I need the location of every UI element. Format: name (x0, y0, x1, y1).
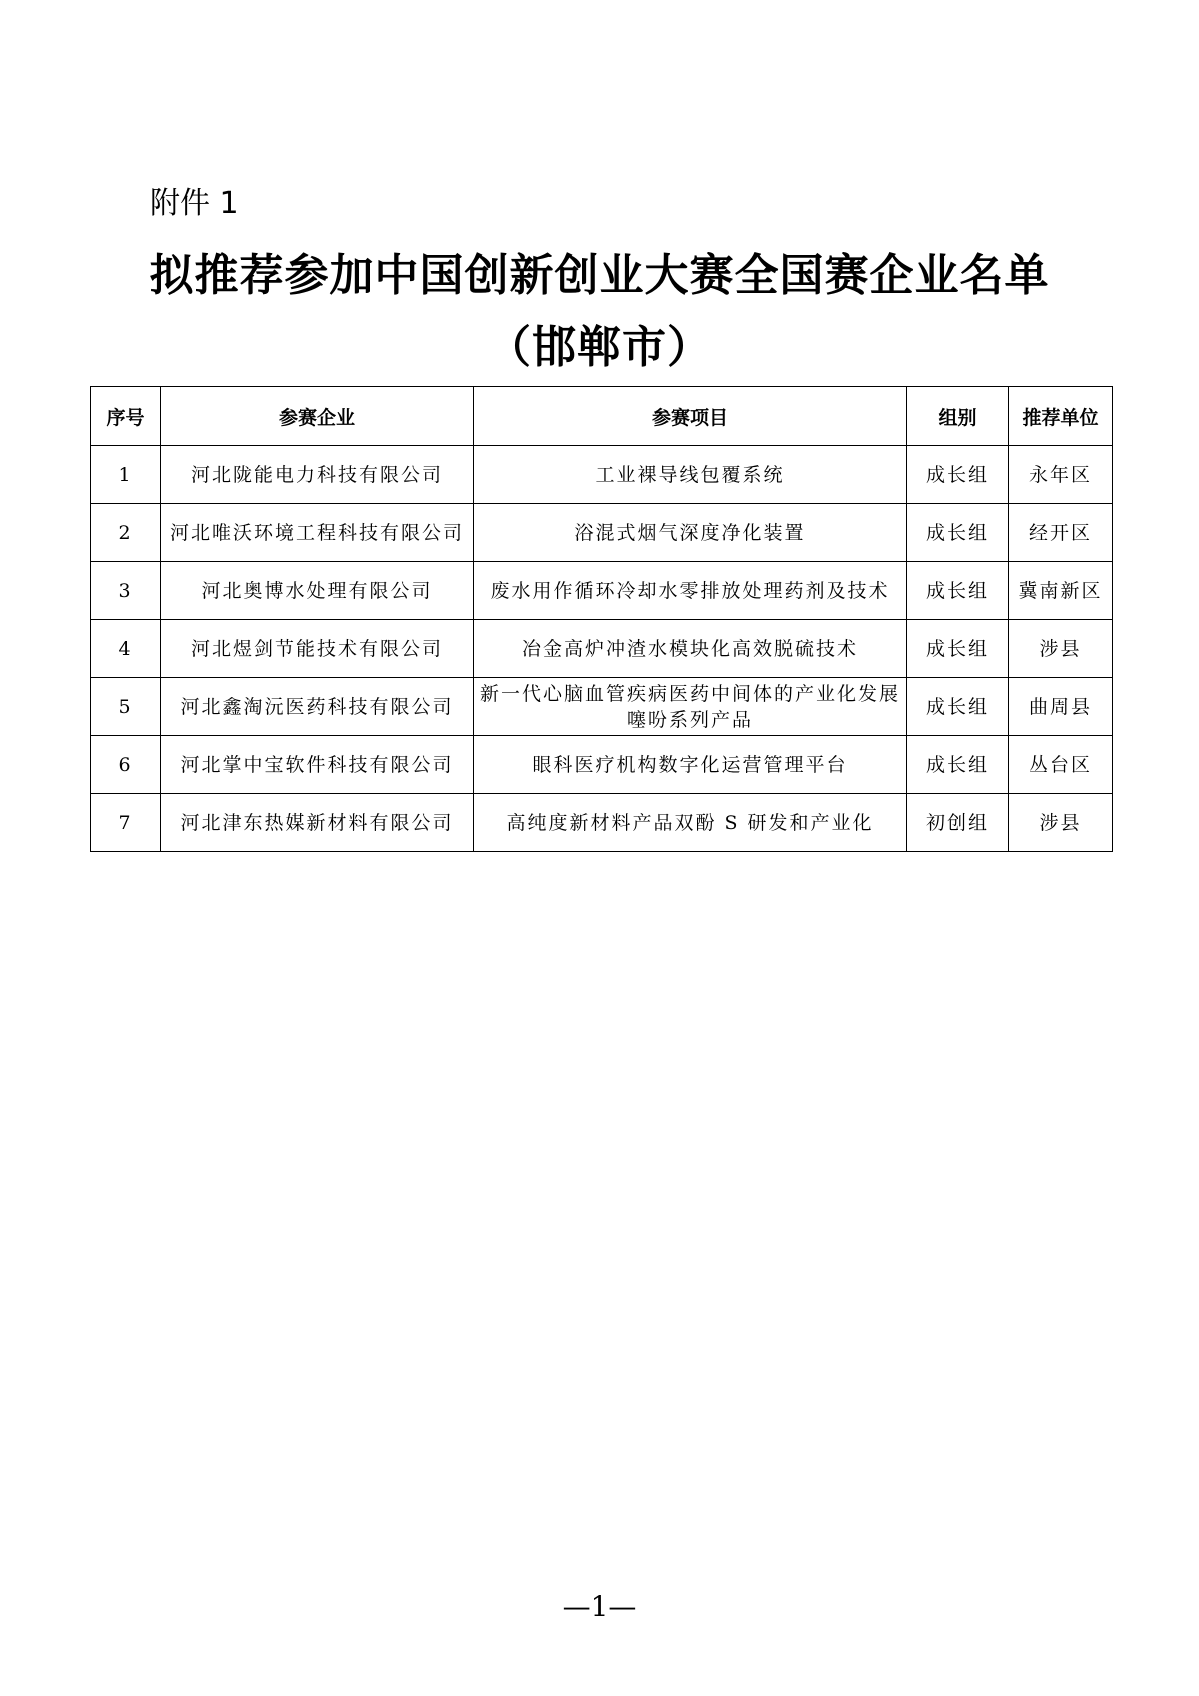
cell-project: 眼科医疗机构数字化运营管理平台 (474, 736, 907, 794)
table-row (91, 504, 1113, 562)
table-row (91, 678, 1113, 736)
cell-group: 成长组 (907, 678, 1009, 736)
cell-group: 成长组 (907, 504, 1009, 562)
cell-recommending-unit: 丛台区 (1009, 736, 1113, 794)
cell-recommending-unit: 永年区 (1009, 446, 1113, 504)
table-row (91, 736, 1113, 794)
cell-serial-number: 6 (91, 736, 161, 794)
cell-project: 高纯度新材料产品双酚 S 研发和产业化 (474, 794, 907, 852)
cell-serial-number: 3 (91, 562, 161, 620)
cell-enterprise: 河北唯沃环境工程科技有限公司 (161, 504, 474, 562)
attachment-label: 附件 1 (150, 186, 239, 221)
cell-recommending-unit: 涉县 (1009, 620, 1113, 678)
cell-recommending-unit: 涉县 (1009, 794, 1113, 852)
cell-enterprise: 河北掌中宝软件科技有限公司 (161, 736, 474, 794)
cell-enterprise: 河北陇能电力科技有限公司 (161, 446, 474, 504)
document-title: 拟推荐参加中国创新创业大赛全国赛企业名单 (149, 250, 1050, 301)
cell-enterprise: 河北鑫淘沅医药科技有限公司 (161, 678, 474, 736)
table-row (91, 446, 1113, 504)
page-number: —1— (562, 1590, 637, 1623)
cell-group: 初创组 (907, 794, 1009, 852)
cell-serial-number: 1 (91, 446, 161, 504)
cell-serial-number: 2 (91, 504, 161, 562)
cell-project: 浴混式烟气深度净化装置 (474, 504, 907, 562)
header-enterprise: 参赛企业 (161, 387, 474, 446)
table-row (91, 562, 1113, 620)
header-recommending-unit: 推荐单位 (1009, 387, 1113, 446)
cell-serial-number: 4 (91, 620, 161, 678)
document-subtitle-city: （邯郸市） (487, 322, 712, 373)
cell-recommending-unit: 经开区 (1009, 504, 1113, 562)
header-serial-number: 序号 (91, 387, 161, 446)
cell-project: 新一代心脑血管疾病医药中间体的产业化发展噻吩系列产品 (474, 678, 907, 736)
enterprise-list-table (90, 386, 1113, 852)
table-row (91, 620, 1113, 678)
table-header-row (91, 387, 1113, 446)
cell-project: 工业裸导线包覆系统 (474, 446, 907, 504)
cell-group: 成长组 (907, 620, 1009, 678)
cell-enterprise: 河北煜剑节能技术有限公司 (161, 620, 474, 678)
header-group: 组别 (907, 387, 1009, 446)
cell-project: 废水用作循环冷却水零排放处理药剂及技术 (474, 562, 907, 620)
cell-project: 冶金高炉冲渣水模块化高效脱硫技术 (474, 620, 907, 678)
header-project: 参赛项目 (474, 387, 907, 446)
cell-serial-number: 5 (91, 678, 161, 736)
cell-group: 成长组 (907, 562, 1009, 620)
cell-enterprise: 河北津东热媒新材料有限公司 (161, 794, 474, 852)
cell-enterprise: 河北奥博水处理有限公司 (161, 562, 474, 620)
table-row (91, 794, 1113, 852)
cell-recommending-unit: 曲周县 (1009, 678, 1113, 736)
cell-recommending-unit: 冀南新区 (1009, 562, 1113, 620)
cell-serial-number: 7 (91, 794, 161, 852)
cell-group: 成长组 (907, 446, 1009, 504)
cell-group: 成长组 (907, 736, 1009, 794)
